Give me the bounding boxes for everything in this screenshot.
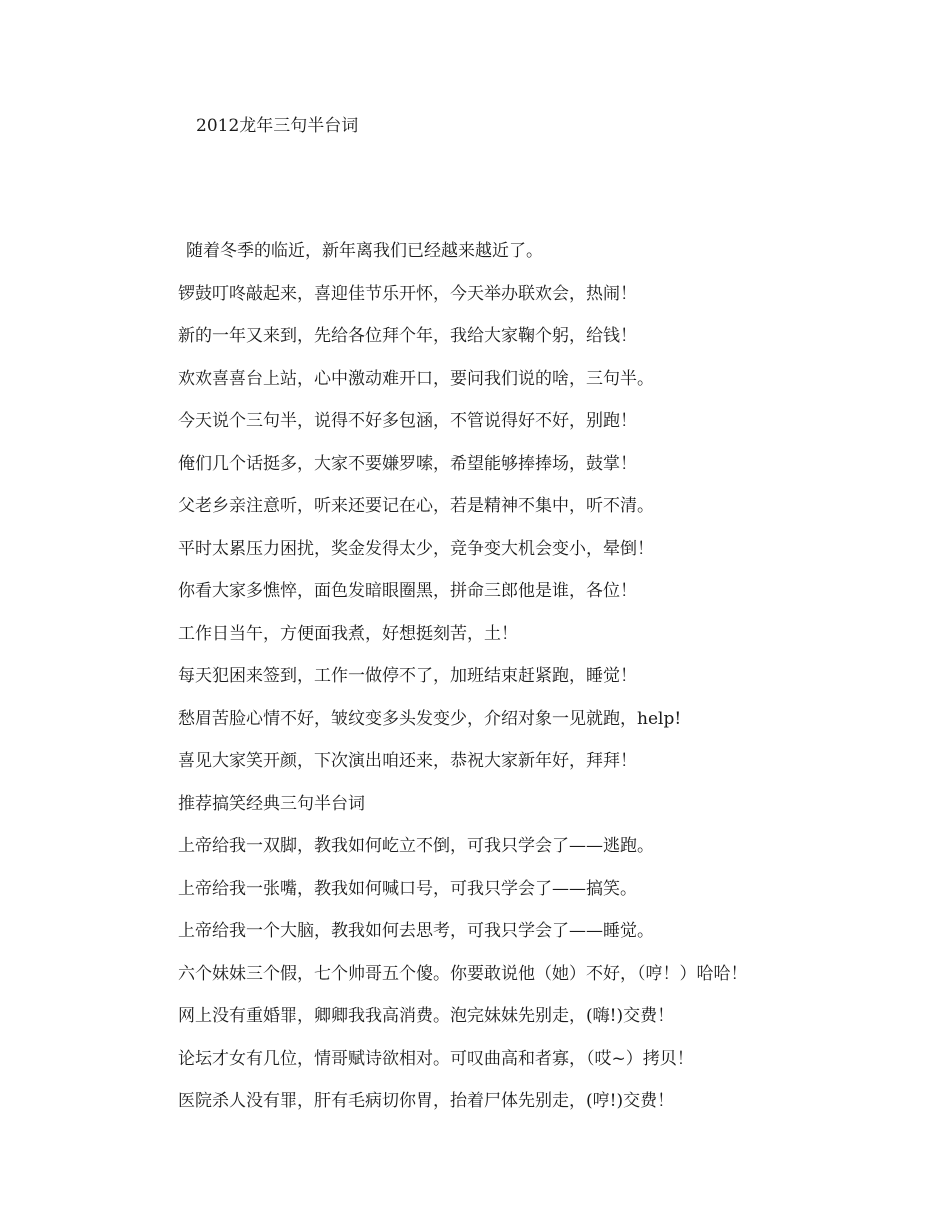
text-line: 网上没有重婚罪，卿卿我我高消费。泡完妹妹先别走，(嗨!)交费！ [178, 1006, 675, 1026]
text-line: 每天犯困来签到，工作一做停不了，加班结束赶紧跑，睡觉！ [178, 666, 637, 686]
text-line: 锣鼓叮咚敲起来，喜迎佳节乐开怀，今天举办联欢会，热闹！ [178, 283, 637, 304]
text-line: 父老乡亲注意听，听来还要记在心，若是精神不集中，听不清。 [178, 496, 654, 516]
text-line: 欢欢喜喜台上站，心中激动难开口，要问我们说的啥，三句半。 [178, 368, 654, 389]
text-line: 愁眉苦脸心情不好，皱纹变多头发变少，介绍对象一见就跑，help! [178, 708, 682, 729]
text-line: 喜见大家笑开颜，下次演出咱还来，恭祝大家新年好，拜拜！ [178, 751, 637, 771]
document-title: 2012龙年三句半台词 [196, 116, 359, 136]
text-line: 随着冬季的临近，新年离我们已经越来越近了。 [186, 241, 543, 261]
text-line: 平时太累压力困扰，奖金发得太少，竞争变大机会变小，晕倒！ [178, 538, 654, 559]
text-line: 新的一年又来到，先给各位拜个年，我给大家鞠个躬，给钱！ [178, 326, 637, 346]
text-line: 工作日当午，方便面我煮，好想挺刻苦，土！ [178, 623, 518, 644]
section-heading: 推荐搞笑经典三句半台词 [178, 793, 365, 814]
text-line: 论坛才女有几位，情哥赋诗欲相对。可叹曲高和者寡，（哎~）拷贝！ [178, 1048, 694, 1069]
document-body [178, 239, 748, 1132]
text-line: 六个妹妹三个假，七个帅哥五个傻。你要敢说他（她）不好，（哼！）哈哈！ [178, 963, 748, 984]
text-line: 医院杀人没有罪，肝有毛病切你胃，抬着尸体先别走，(哼!)交费！ [178, 1091, 675, 1111]
text-line: 上帝给我一双脚，教我如何屹立不倒，可我只学会了——逃跑。 [178, 836, 654, 856]
text-line: 上帝给我一张嘴，教我如何喊口号，可我只学会了——搞笑。 [178, 878, 637, 899]
text-line: 上帝给我一个大脑，教我如何去思考，可我只学会了——睡觉。 [178, 921, 654, 941]
text-line: 俺们几个话挺多，大家不要嫌罗嗦，希望能够捧捧场，鼓掌！ [178, 453, 637, 474]
text-line: 你看大家多憔悴，面色发暗眼圈黑，拼命三郎他是谁，各位！ [178, 581, 637, 601]
text-line: 今天说个三句半，说得不好多包涵，不管说得好不好，别跑！ [178, 411, 637, 431]
